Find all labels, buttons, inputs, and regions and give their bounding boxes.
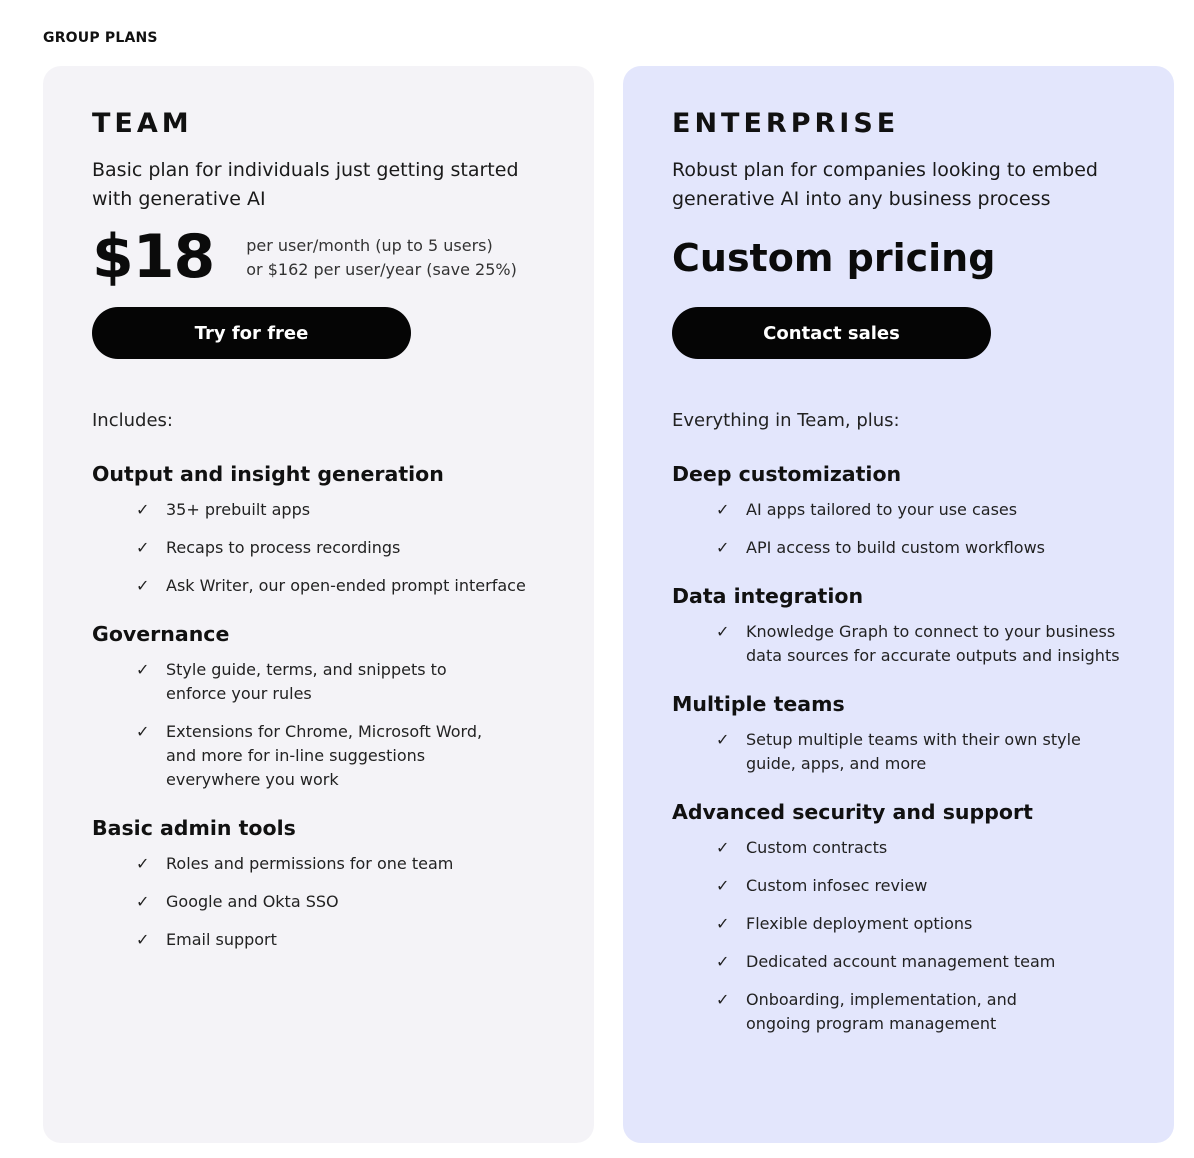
checkmark-icon: ✓ — [716, 914, 730, 933]
checkmark-icon: ✓ — [716, 622, 730, 641]
feature-group — [672, 798, 1142, 1036]
list-item: ✓ Roles and permissions for one team — [136, 852, 562, 876]
price-notes — [246, 232, 517, 282]
checkmark-icon: ✓ — [716, 838, 730, 857]
price-note-yearly: or $162 per user/year (save 25%) — [246, 260, 517, 279]
list-item: ✓ API access to build custom workflows — [716, 536, 1142, 560]
checkmark-icon: ✓ — [136, 500, 150, 519]
feature-group — [92, 814, 562, 952]
plan-name: ENTERPRISE — [672, 108, 900, 139]
feature-group — [92, 620, 562, 792]
section-label: GROUP PLANS — [43, 30, 158, 46]
checkmark-icon: ✓ — [716, 730, 730, 749]
price-note-monthly: per user/month (up to 5 users) — [246, 236, 493, 255]
checkmark-icon: ✓ — [136, 660, 150, 679]
list-item: ✓ Flexible deployment options — [716, 912, 1142, 936]
price-row — [92, 224, 517, 290]
list-item: ✓ Setup multiple teams with their own style guide, apps, and more — [716, 730, 1081, 773]
feature-group — [672, 460, 1142, 560]
enterprise-plan-card — [623, 66, 1174, 1143]
checkmark-icon: ✓ — [716, 876, 730, 895]
checkmark-icon: ✓ — [136, 722, 150, 741]
list-item: ✓ Custom infosec review — [716, 874, 1142, 898]
checkmark-icon: ✓ — [136, 854, 150, 873]
checkmark-icon: ✓ — [716, 990, 730, 1009]
feature-group-title: Multiple teams — [672, 692, 845, 716]
feature-group — [92, 460, 562, 598]
checkmark-icon: ✓ — [716, 500, 730, 519]
try-for-free-button[interactable]: Try for free — [92, 307, 411, 359]
checkmark-icon: ✓ — [716, 952, 730, 971]
list-item: ✓ Knowledge Graph to connect to your business data sources for accurate outputs and insights — [716, 622, 1120, 665]
feature-group — [672, 690, 1142, 776]
list-item: ✓ Custom contracts — [716, 836, 1142, 860]
list-item: ✓ Email support — [136, 928, 562, 952]
plan-description: Basic plan for individuals just getting started with generative AI — [92, 159, 519, 210]
list-item: ✓ 35+ prebuilt apps — [136, 498, 562, 522]
list-item: ✓ AI apps tailored to your use cases — [716, 498, 1142, 522]
list-item: ✓ Ask Writer, our open-ended prompt interface — [136, 574, 562, 598]
plan-name: TEAM — [92, 108, 193, 139]
feature-group-title: Advanced security and support — [672, 800, 1033, 824]
feature-group-title: Governance — [92, 622, 230, 646]
features-intro: Includes: — [92, 410, 173, 431]
list-item: ✓ Onboarding, implementation, and ongoing program management — [716, 990, 1017, 1033]
feature-list — [672, 408, 1142, 1036]
checkmark-icon: ✓ — [136, 576, 150, 595]
price-amount: $18 — [92, 222, 215, 292]
feature-group — [672, 582, 1142, 668]
checkmark-icon: ✓ — [136, 892, 150, 911]
feature-group-title: Data integration — [672, 584, 864, 608]
team-plan-card — [43, 66, 594, 1143]
list-item: ✓ Style guide, terms, and snippets to enforce your rules — [136, 660, 447, 703]
custom-pricing-label: Custom pricing — [672, 236, 996, 280]
checkmark-icon: ✓ — [136, 930, 150, 949]
checkmark-icon: ✓ — [716, 538, 730, 557]
plan-description: Robust plan for companies looking to embed generative AI into any business process — [672, 159, 1098, 210]
features-intro: Everything in Team, plus: — [672, 410, 900, 431]
feature-group-title: Deep customization — [672, 462, 902, 486]
feature-group-title: Basic admin tools — [92, 816, 296, 840]
list-item: ✓ Google and Okta SSO — [136, 890, 562, 914]
checkmark-icon: ✓ — [136, 538, 150, 557]
list-item: ✓ Extensions for Chrome, Microsoft Word, and more for in-line suggestions everywhere you work — [136, 722, 483, 789]
contact-sales-button[interactable]: Contact sales — [672, 307, 991, 359]
feature-group-title: Output and insight generation — [92, 462, 444, 486]
list-item: ✓ Recaps to process recordings — [136, 536, 562, 560]
list-item: ✓ Dedicated account management team — [716, 950, 1142, 974]
feature-list — [92, 408, 562, 952]
